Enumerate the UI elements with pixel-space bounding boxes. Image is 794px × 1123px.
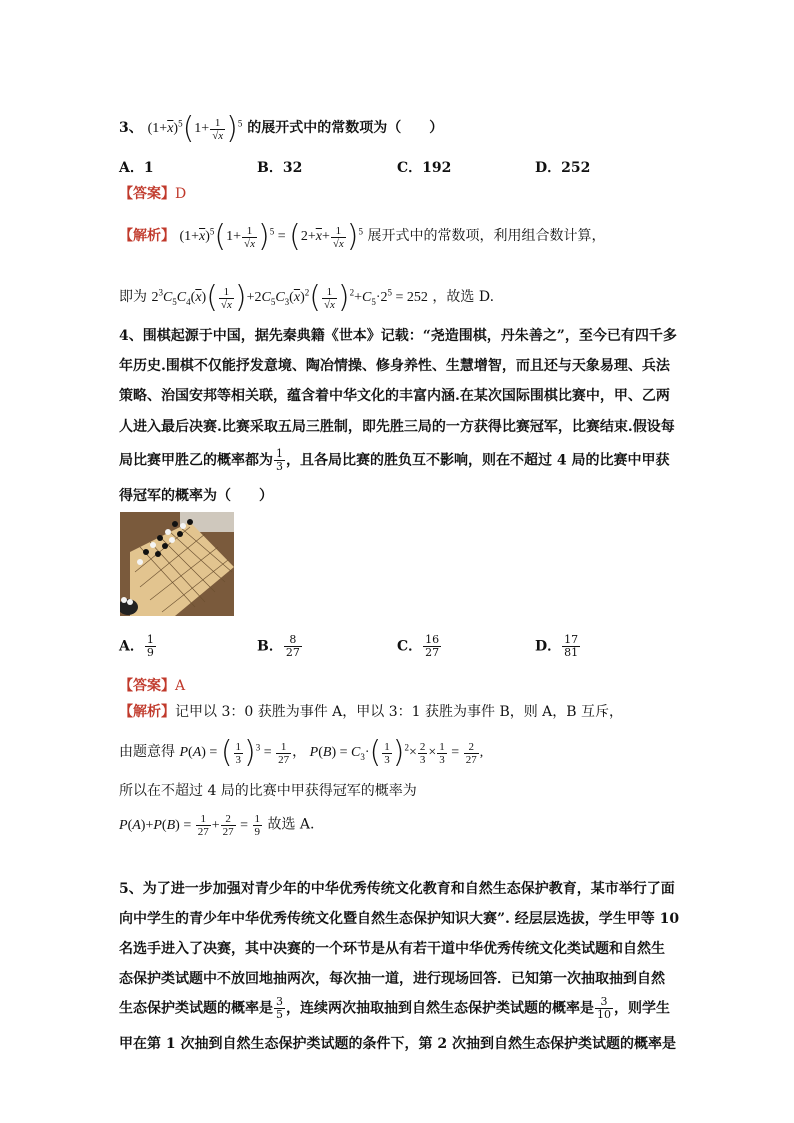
q4-option-d-num: 17: [564, 633, 579, 646]
q3-option-b: B．32: [257, 160, 303, 176]
q4-option-c-den: 27: [425, 646, 440, 659]
q3-option-a: A．1: [119, 160, 154, 176]
q4-line5: [119, 448, 670, 473]
q4-option-b-label: B．: [257, 638, 283, 655]
q4-analysis-line4: [119, 813, 315, 838]
q4-frac-one-third: $\frac{1}{3}$: [276, 447, 283, 473]
q3-analysis-text2: ，故选 D.: [432, 289, 495, 306]
answer-label: 【答案】: [119, 186, 175, 202]
q4-option-c-frac: [423, 634, 441, 659]
q4-line6: 得冠军的概率为（ ）: [119, 488, 273, 504]
q5-line5-mid: ，连续两次抽取抽到自然生态保护类试题的概率是: [286, 1000, 594, 1017]
q5-number: 5、: [119, 881, 143, 897]
q5-line5-text: 生态保护类试题的概率是: [119, 1000, 273, 1017]
q5-frac-three-fifths: $\frac{3}{5}$: [276, 995, 283, 1021]
answer-value: A: [175, 678, 186, 694]
q4-option-c-label: C．: [397, 638, 423, 655]
q3-option-c: C．192: [397, 160, 452, 176]
q4-number: 4、: [119, 328, 143, 344]
q3-answer: [119, 183, 186, 203]
q4-answer: [119, 675, 185, 695]
go-board-illustration: [120, 512, 234, 616]
q4-option-a: [119, 634, 157, 659]
q4-line3: 策略、治国安邦等相关联，蕴含着中华文化的丰富内涵.在某次国际围棋比赛中，甲、乙两: [119, 388, 670, 404]
answer-label: 【答案】: [119, 678, 175, 694]
q5-line5: [119, 996, 670, 1021]
q5-line5-suffix: ，则学生: [614, 1000, 670, 1017]
q5-line6: 甲在第 1 次抽到自然生态保护类试题的条件下，第 2 次抽到自然生态保护类试题的概率是: [119, 1036, 676, 1052]
q4-option-a-num: 1: [146, 633, 154, 646]
q5-line3: 名选手进入了决赛，其中决赛的一个环节是从有若干道中华优秀传统文化类试题和自然生: [119, 941, 665, 957]
q5-frac-three-tenths: $\frac{3}{10}$: [597, 995, 611, 1021]
q3-analysis-formula2: $2^3C_5C_4(\overline{x})$( $\frac{1}{√x}$ )$+2C_5C_3(\overline{x})^2$( $\frac{1}{√x}$ )$^2+C_5\cdot 2^5 = 252$: [151, 280, 428, 315]
q5-line1: [119, 878, 675, 898]
q4-option-d-label: D．: [535, 638, 562, 655]
q3-expression: $(1+\overline{x})^5(1+$ $\frac{1}{√x}$ )$^5$: [147, 111, 243, 146]
q4-option-a-frac: [145, 634, 156, 659]
q3-analysis-text1: 展开式中的常数项，利用组合数计算，: [367, 228, 606, 245]
q4-option-d-den: 81: [564, 646, 579, 659]
q4-analysis-formula2: P(A) = ( $\frac{1}{3}$ )$^3$ = $\frac{1}{27}$ ， $P(B) = C_3\cdot$( $\frac{1}{3}$ )$^2$× $\frac{2}{3}$ × $\frac{1}{3}$ = $\frac{2}{27}$ ,: [179, 735, 484, 770]
q4-analysis-line3: 所以在不超过 4 局的比赛中甲获得冠军的概率为: [119, 783, 417, 799]
q4-option-b-num: 8: [284, 634, 302, 647]
q3-analysis-line2: [119, 280, 495, 315]
q4-analysis-line2: [119, 735, 484, 770]
q4-option-c-num: 16: [425, 633, 440, 646]
q4-analysis-formula4: P(A)+P(B) = $\frac{1}{27}$ + $\frac{2}{27}$ = $\frac{1}{9}$: [119, 813, 261, 838]
q4-option-b-den: 27: [285, 646, 300, 659]
q3-stem-suffix: 的展开式中的常数项为（ ）: [247, 120, 444, 137]
q3-number: 3、: [119, 120, 143, 137]
q5-line1-text: 为了进一步加强对青少年的中华优秀传统文化教育和自然生态保护教育，某市举行了面: [142, 881, 675, 897]
q4-option-b: [257, 634, 303, 659]
q3-analysis-formula1: $(1+\overline{x})^5(1+$ $\frac{1}{√x}$ )$^5 = (2+\overline{x}+$ $\frac{1}{√x}$ )$^5$: [179, 219, 363, 254]
q5-line4: 态保护类试题中不放回地抽两次，每次抽一道，进行现场回答．已知第一次抽取抽到自然: [119, 971, 665, 987]
q4-line1: [119, 325, 677, 345]
q4-analysis-line1-text: 记甲以 3：0 获胜为事件 A，甲以 3：1 获胜为事件 B，则 A，B 互斥，: [175, 704, 624, 720]
q4-option-d-frac: [562, 634, 580, 659]
q4-analysis-line2-prefix: 由题意得: [119, 744, 175, 761]
q4-line1-text: 围棋起源于中国，据先秦典籍《世本》记载：“尧造围棋，丹朱善之”，至今已有四千多: [142, 328, 677, 344]
q3-stem: [119, 111, 444, 146]
q4-option-a-den: 9: [146, 646, 154, 659]
q3-analysis-line1: [119, 219, 606, 254]
q4-analysis-line4-suffix: 故选 A.: [267, 816, 315, 833]
q5-line2: 向中学生的青少年中华优秀传统文化暨自然生态保护知识大赛”. 经层层选拔，学生甲等 10: [119, 911, 680, 927]
q4-line5-suffix: ，且各局比赛的胜负互不影响，则在不超过 4 局的比赛中甲获: [286, 452, 670, 469]
q4-line4: 人进入最后决赛.比赛采取五局三胜制，即先胜三局的一方获得比赛冠军，比赛结束.假设每: [119, 419, 675, 435]
analysis-label: 【解析】: [119, 228, 175, 245]
q3-option-d: D．252: [535, 160, 591, 176]
q3-analysis-prefix2: 即为: [119, 289, 147, 306]
analysis-label: 【解析】: [119, 704, 175, 720]
q4-option-b-frac: [284, 634, 302, 659]
q4-option-d: [535, 634, 581, 659]
q4-line5-text: 局比赛甲胜乙的概率都为: [119, 452, 273, 469]
answer-value: D: [175, 186, 187, 202]
q4-option-a-label: A．: [119, 638, 144, 655]
q4-option-c: [397, 634, 442, 659]
q4-analysis-line1: [119, 701, 623, 721]
q4-line2: 年历史.围棋不仅能抒发意境、陶冶情操、修身养性、生慧增智，而且还与天象易理、兵法: [119, 358, 670, 374]
go-board-photo: [120, 512, 234, 616]
